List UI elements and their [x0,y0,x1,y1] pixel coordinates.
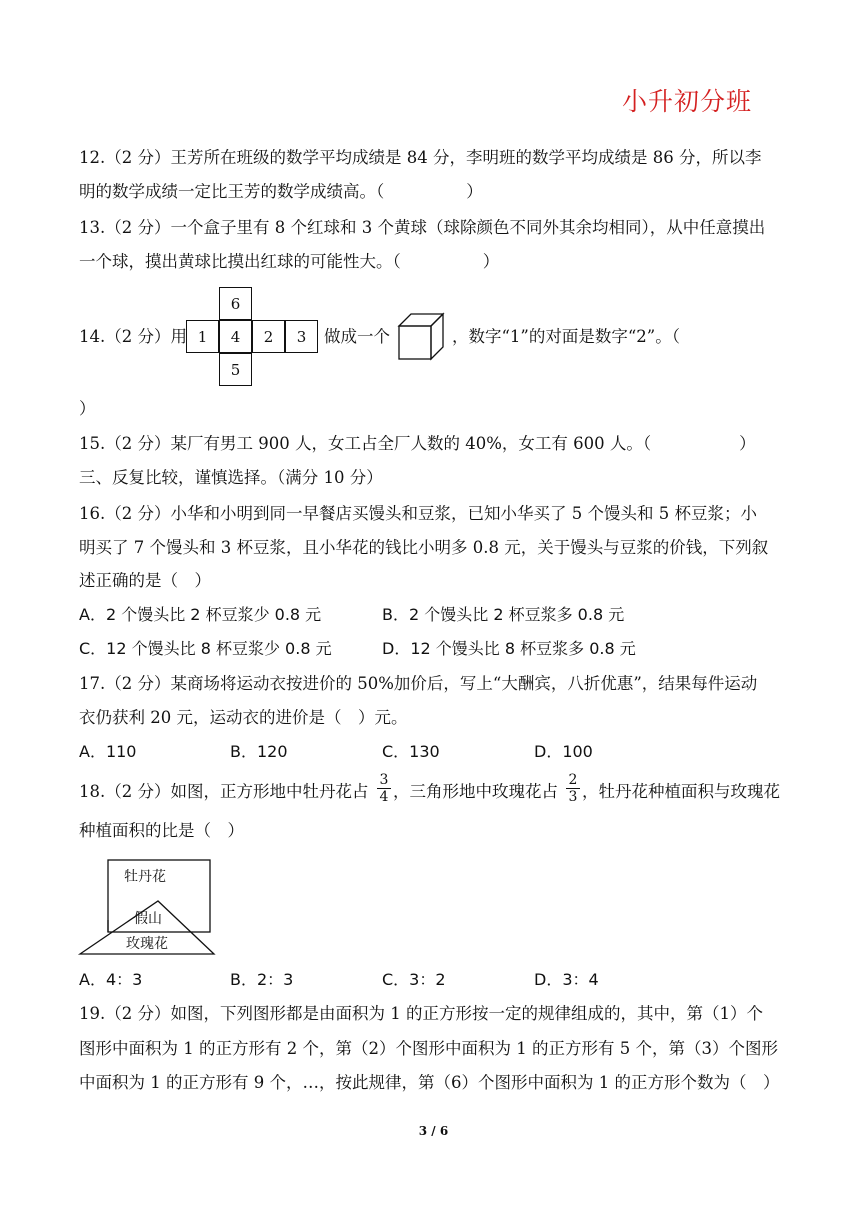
q16-option-d: D．12 个馒头比 8 杯豆浆多 0.8 元 [382,639,636,658]
net-cell-top: 6 [219,287,252,320]
q15-close: ） [739,434,756,453]
q17-option-d: D．100 [534,742,593,761]
q18-part2: ，三角形地中玫瑰花占 [393,782,558,801]
q18-frac1-den: 4 [379,789,389,805]
q18-option-b: B．2：3 [230,970,294,989]
q17-line2: 衣仍获利 20 元，运动衣的进价是（ ）元。 [79,708,408,727]
section3-title: 三、反复比较，谨慎选择。（满分 10 分） [79,468,383,487]
net-cell-4: 3 [285,320,318,353]
q17-option-b: B．120 [230,742,288,761]
q18-frac2-den: 3 [568,789,578,805]
net-cell-3: 2 [252,320,285,353]
q18-frac1-num: 3 [379,772,389,788]
q18-option-a: A．4：3 [79,970,143,989]
label-peony: 牡丹花 [124,869,166,885]
q18-frac2-num: 2 [568,772,578,788]
q13-line2-text: 一个球，摸出黄球比摸出红球的可能性大。（ [79,252,401,271]
cube-icon [397,312,447,362]
q18-fraction-1 [377,773,391,804]
q17-option-c: C．130 [382,742,440,761]
q14-prefix: 14.（2 分）用 [79,327,187,346]
q14-suffix: ，数字“1”的对面是数字“2”。（ [452,327,680,346]
q13-line1: 13.（2 分）一个盒子里有 8 个红球和 3 个黄球（球除颜色不同外其余均相同），从中任意摸出 [79,218,766,237]
label-rose: 玫瑰花 [126,936,168,952]
q19-line2: 图形中面积为 1 的正方形有 2 个，第（2）个图形中面积为 1 的正方形有 5 个，第（3）个图形 [79,1039,778,1058]
q14-close: ） [79,399,96,418]
q17-line1: 17.（2 分）某商场将运动衣按进价的 50%加价后，写上“大酬宾，八折优惠”，结果每件运动 [79,674,758,693]
q12-line2-text: 明的数学成绩一定比王芳的数学成绩高。（ [79,182,385,201]
net-cell-bottom: 5 [219,353,252,386]
net-cell-2: 4 [219,320,252,353]
q18-option-d: D．3：4 [534,970,599,989]
q19-line3: 中面积为 1 的正方形有 9 个，…，按此规律，第（6）个图形中面积为 1 的正方形个数为（ ） [79,1073,780,1092]
q12-line2 [79,181,483,203]
header-title: 小升初分班 [622,87,753,116]
q19-line1: 19.（2 分）如图，下列图形都是由面积为 1 的正方形按一定的规律组成的，其中，第（1）个 [79,1004,763,1023]
label-rockery: 假山 [134,911,162,927]
q18-fraction-2 [566,773,580,804]
q15-text: 15.（2 分）某厂有男工 900 人，女工占全厂人数的 40%，女工有 600 人。（ [79,434,652,453]
q16-line1: 16.（2 分）小华和小明到同一早餐店买馒头和豆浆，已知小华买了 5 个馒头和 5 杯豆浆；小 [79,504,757,523]
net-cell-1: 1 [186,320,219,353]
q12-line1: 12.（2 分）王芳所在班级的数学平均成绩是 84 分，李明班的数学平均成绩是 86 分，所以李 [79,148,762,167]
q18-part1: 18.（2 分）如图，正方形地中牡丹花占 [79,782,369,801]
q16-line3: 述正确的是（ ） [79,571,211,590]
q18-option-c: C．3：2 [382,970,446,989]
q14-middle: 做成一个 [324,327,390,346]
page-number: 3 / 6 [418,1124,449,1138]
q16-option-a: A．2 个馒头比 2 杯豆浆少 0.8 元 [79,605,322,624]
q16-line2: 明买了 7 个馒头和 3 杯豆浆，且小华花的钱比小明多 0.8 元，关于馒头与豆浆的价钱，下列叙 [79,538,769,557]
q16-option-c: C．12 个馒头比 8 杯豆浆少 0.8 元 [79,639,332,658]
q15-line [79,433,756,455]
q13-close: ） [482,252,500,271]
q18-part3: ，牡丹花种植面积与玫瑰花 [582,782,780,801]
q16-option-b: B．2 个馒头比 2 杯豆浆多 0.8 元 [382,605,625,624]
q13-line2 [79,251,499,273]
q12-close: ） [466,182,483,201]
q17-option-a: A．110 [79,742,137,761]
q18-line2: 种植面积的比是（ ） [79,821,244,840]
